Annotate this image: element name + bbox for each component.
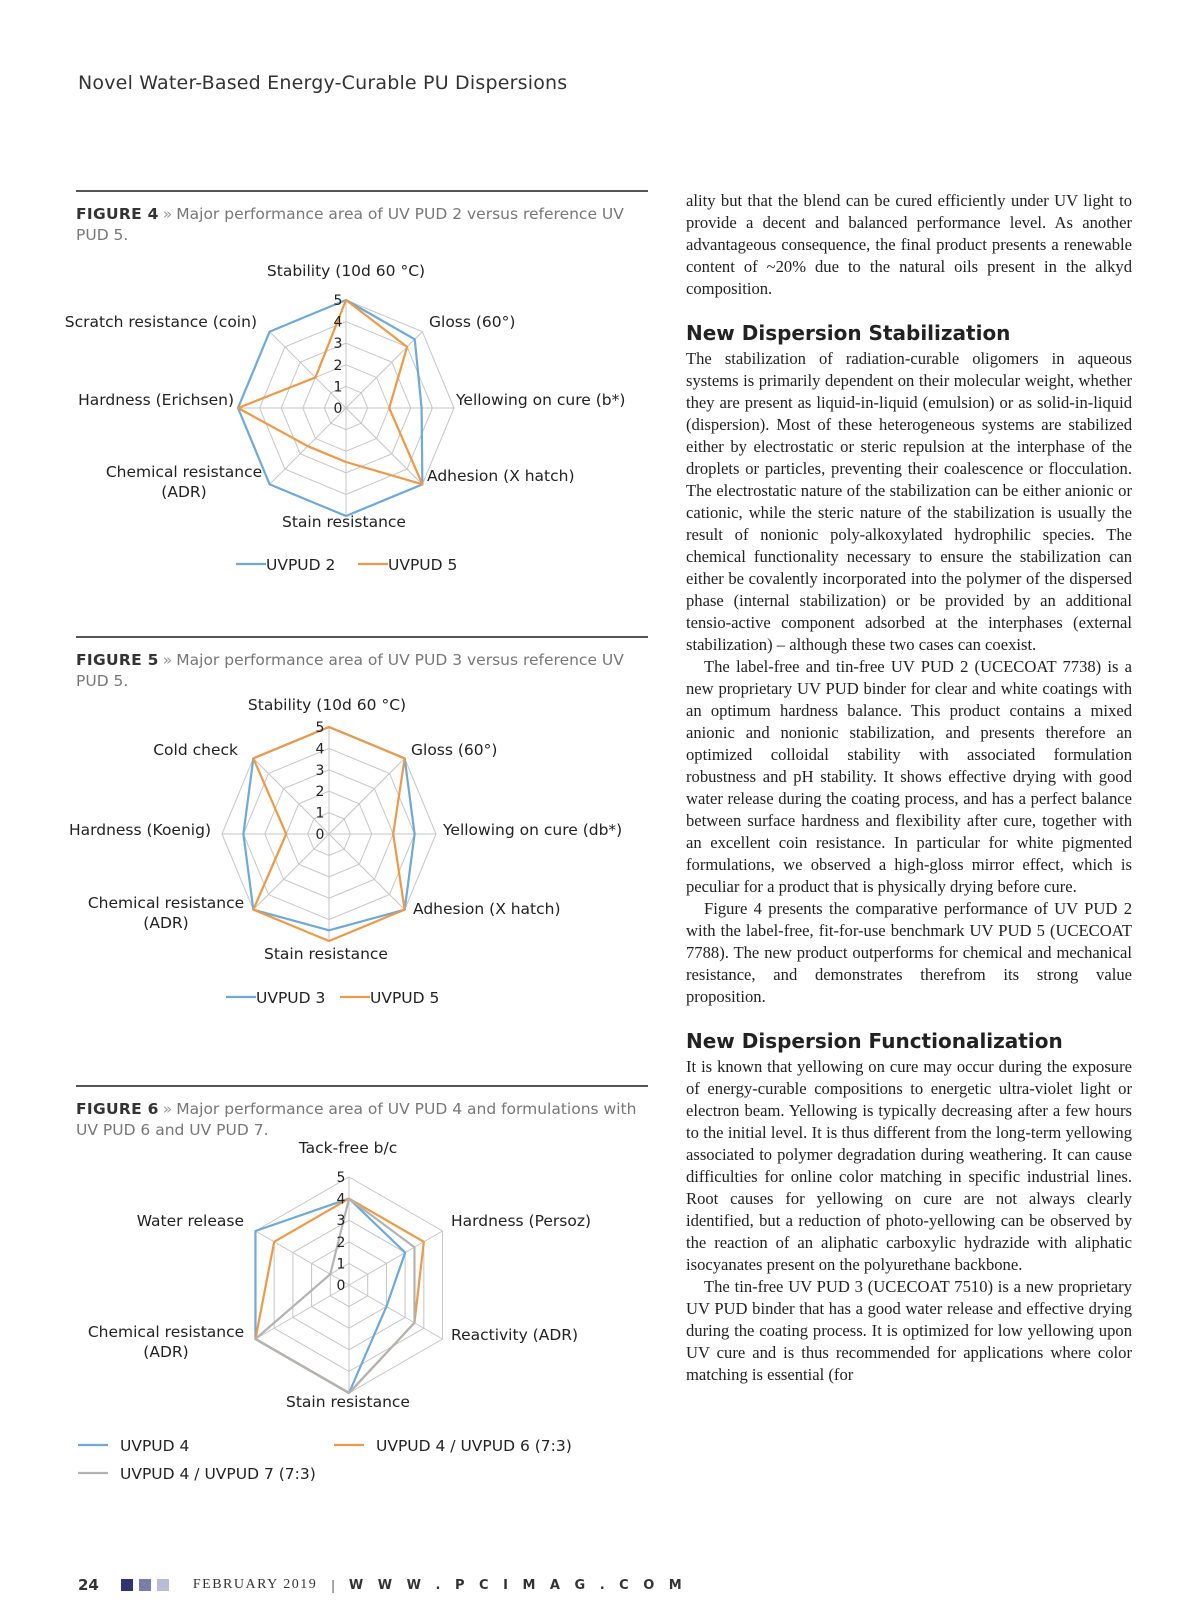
paragraph: The stabilization of radiation-curable oligomers in aqueous systems is primarily dependent on their molecular weight, whether they are present as liquid-in-liquid (emulsion) or as solid-in-liquid (dispersion). Most of these heterogeneous systems are stabilized either by electrostatic or steric repulsion at the interphase of the droplets or particles, preventing their coalescence or flocculation. The electrostatic nature of the stabilization can be either anionic or cationic, while the steric nature of the stabilization is usually the result of nonionic poly-alkoxylated hydrophilic species. The chemical functionality necessary to ensure the stabilization can either be covalently incorporated into the polymer of the dispersed phase (internal stabilization) or be provided by an additional tensio-active component adsorbed at the interphases (external stabilization) – although these two cases can coexist. [686, 349, 1132, 654]
axis-label: Adhesion (X hatch) [427, 467, 575, 485]
axis-label: Stability (10d 60 °C) [247, 696, 407, 714]
caption-separator: » [162, 205, 173, 223]
figure-6 [76, 1085, 648, 1535]
caption-separator: » [162, 1100, 173, 1118]
paragraph: The label-free and tin-free UV PUD 2 (UCECOAT 7738) is a new proprietary UV PUD binder for clear and white coatings with an optimum hardness balance. This product contains a mixed anionic and nonionic stabilization, and presents therefore an optimized colloidal stability with associated formulation robustness and pH stability. It shows effective drying with good water release during the coating process, and has a perfect balance between surface hardness and flexibility after cure, together with an excellent coin resistance. In particular for white pigmented formulations, we observed a high-gloss mirror effect, which is peculiar for a product that is physically drying before cure. [686, 657, 1132, 896]
axis-label: Stain resistance [282, 513, 406, 531]
paragraph: The tin-free UV PUD 3 (UCECOAT 7510) is a new proprietary UV PUD binder that has a good water release and effective drying during the coating process. It is optimized for low yellowing upon UV cure and is thus recommended for applications where color matching is essential (for [686, 1277, 1132, 1384]
axis-label: Chemical resistance (ADR) [105, 463, 263, 501]
figure-caption-text: Major performance area of UV PUD 2 versus reference UV PUD 5. [76, 205, 624, 244]
legend-item [340, 989, 439, 1007]
tick-label: 5 [336, 1170, 346, 1186]
legend-item [358, 556, 457, 574]
section-heading: New Dispersion Stabilization [686, 321, 1011, 345]
axis-label: Scratch resistance (coin) [64, 313, 257, 331]
page-footer [78, 1576, 687, 1594]
axis-label: Tack-free b/c [298, 1139, 398, 1157]
axis-label: Gloss (60°) [411, 741, 498, 759]
tick-label: 5 [315, 720, 325, 736]
tick-label: 1 [333, 379, 343, 396]
tick-label: 4 [336, 1191, 346, 1208]
axis-label: Hardness (Erichsen) [78, 391, 234, 409]
tick-label: 4 [315, 741, 325, 758]
tick-label: 2 [336, 1234, 346, 1251]
paragraph: It is known that yellowing on cure may occur during the exposure of energy-curable compositions to energetic ultra-violet light or electron beam. Yellowing is typically decreasing after a few hours to the initial level. It is thus different from the long-term yellowing associated to polymer degradation during weathering. It can cause difficulties for online color matching in specific industrial lines. Root causes for yellowing on cure are not always clearly identified, but a reduction of photo-yellowing can be observed by the reaction of an aliphatic carboxylic hydrazide with aliphatic isocyanates present on the polyurethane backbone. [686, 1057, 1132, 1274]
tick-label: 1 [336, 1256, 346, 1273]
axis-label: Yellowing on cure (db*) [443, 821, 623, 839]
grid-spoke [349, 1285, 443, 1339]
axis-label: Cold check [153, 741, 238, 759]
legend-label: UVPUD 5 [388, 556, 458, 574]
legend-label: UVPUD 4 / UVPUD 6 (7:3) [376, 1437, 572, 1455]
tick-label: 0 [315, 827, 325, 843]
figure-label: FIGURE 4 [76, 205, 159, 223]
tick-label: 3 [315, 762, 325, 779]
footer-square [157, 1579, 169, 1591]
legend-label: UVPUD 4 / UVPUD 7 (7:3) [120, 1465, 316, 1483]
legend-label: UVPUD 4 [120, 1437, 190, 1455]
legend-label: UVPUD 5 [370, 989, 440, 1007]
legend-item [334, 1437, 572, 1455]
footer-separator: | [331, 1577, 335, 1593]
legend-item [78, 1437, 189, 1455]
running-head: Novel Water-Based Energy-Curable PU Dispersions [78, 72, 568, 94]
radar-chart [64, 190, 648, 610]
tick-label: 4 [333, 314, 343, 331]
legend-item [236, 556, 335, 574]
axis-label: Stain resistance [264, 945, 388, 963]
paragraph: ality but that the blend can be cured efficiently under UV light to provide a decent and balanced performance level. As another advantageous consequence, the final product presents a renewable content of ~20% due to the natural oils present in the alkyd composition. [686, 191, 1132, 298]
issue-date: FEBRUARY 2019 [192, 1577, 318, 1592]
legend-label: UVPUD 3 [256, 989, 326, 1007]
legend-label: UVPUD 2 [266, 556, 336, 574]
radar-chart [68, 636, 648, 1056]
tick-label: 2 [333, 357, 343, 374]
axis-label: Adhesion (X hatch) [413, 900, 561, 918]
figure-caption-text: Major performance area of UV PUD 3 versus reference UV PUD 5. [76, 651, 624, 690]
axis-label: Yellowing on cure (b*) [456, 391, 626, 409]
legend-item [226, 989, 325, 1007]
axis-label: Hardness (Persoz) [451, 1212, 592, 1230]
axis-label: Chemical resistance (ADR) [87, 894, 245, 932]
footer-square [121, 1579, 133, 1591]
article-column [686, 190, 1132, 1386]
figure-label: FIGURE 5 [76, 651, 159, 669]
legend-item [78, 1465, 316, 1483]
axis-label: Stability (10d 60 °C) [266, 262, 426, 280]
figure-4 [64, 190, 648, 610]
axis-label: Stain resistance [286, 1393, 410, 1411]
caption-separator: » [162, 651, 173, 669]
tick-label: 2 [315, 784, 325, 801]
paragraph: Figure 4 presents the comparative performance of UV PUD 2 with the label-free, fit-for-use benchmark UV PUD 5 (UCECOAT 7788). The new product outperforms for chemical and mechanical resistance, and demonstrates therefrom its strong value proposition. [686, 899, 1132, 1006]
figure-5 [68, 636, 648, 1056]
axis-label: Hardness (Koenig) [68, 821, 211, 839]
figure-label: FIGURE 6 [76, 1100, 159, 1118]
radar-chart [76, 1085, 648, 1535]
tick-label: 5 [333, 293, 343, 309]
tick-label: 3 [333, 336, 343, 353]
figure-caption-text: Major performance area of UV PUD 4 and formulations with UV PUD 6 and UV PUD 7. [76, 1100, 637, 1139]
page-number: 24 [78, 1576, 99, 1594]
tick-label: 0 [336, 1278, 346, 1294]
tick-label: 1 [315, 805, 325, 822]
tick-label: 0 [333, 401, 343, 417]
axis-label: Chemical resistance (ADR) [87, 1323, 245, 1361]
website-link[interactable]: W W W . P C I M A G . C O M [348, 1577, 687, 1593]
axis-label: Gloss (60°) [429, 313, 516, 331]
grid-spoke [255, 1285, 349, 1339]
axis-label: Water release [136, 1212, 244, 1230]
section-heading: New Dispersion Functionalization [686, 1029, 1063, 1053]
tick-label: 3 [336, 1213, 346, 1230]
axis-label: Reactivity (ADR) [451, 1326, 579, 1344]
footer-square [139, 1579, 151, 1591]
